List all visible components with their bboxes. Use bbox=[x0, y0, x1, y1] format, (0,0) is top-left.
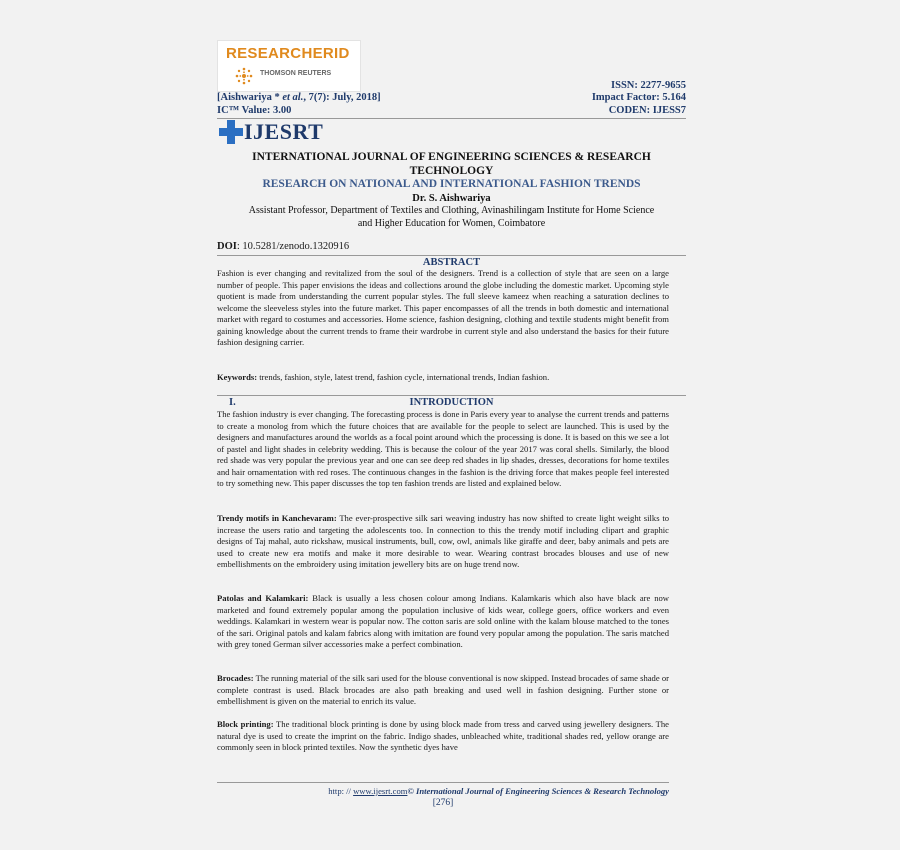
coden: CODEN: IJESS7 bbox=[608, 105, 686, 116]
page-footer: http: // www.ijesrt.com© International Journal of Engineering Sciences & Research Technology bbox=[328, 786, 669, 796]
abstract-heading: ABSTRACT bbox=[217, 255, 686, 268]
paper-title: RESEARCH ON NATIONAL AND INTERNATIONAL FASHION TRENDS bbox=[262, 178, 641, 190]
introduction-text: The fashion industry is ever changing. The forecasting process is done in Paris every year to analyse the current trends and patterns to create a monolog from which the future choices that are available for the people to select are launched. This is used by the designers and manufactures around the worlds as a focal point around which the processing is done. It is based on this we see a lot of pastel and light shades in celebrity wedding. This is because the colour of the year 2017 was coral shells. Similarly, the blood red shade was very popular the previous year and one can see deep red shades in lip shades, dresses, decorations for home textiles and hair ornamentation with red roses. The continuous changes in the fashion is the driving force that makes people feel interested to try something new. This paper discusses the top ten fashion trends are listed and explained below. bbox=[217, 409, 669, 489]
impact-factor: Impact Factor: 5.164 bbox=[591, 92, 686, 103]
journal-abbreviation: IJESRT bbox=[244, 119, 324, 144]
introduction-heading: I. INTRODUCTION bbox=[217, 395, 686, 408]
journal-name: INTERNATIONAL JOURNAL OF ENGINEERING SCIENCES & RESEARCH TECHNOLOGY bbox=[252, 151, 651, 177]
section-patolas-kalamkari: Patolas and Kalamkari: Black is usually a less chosen colour among Indians. Kalamkaris which also have black are now marketed and found extremely popular among the population inclusive of kids wear, college goers, office workers and even weddings. Kalamkari in western wear is popular now. The cotton saris are sold online with the kalam blouse matched to the tones of the sari. Original patols and kalam fabrics along with imitation are found very popular among the population. The saris matched with grey toned German silver accessories make a perfect combination. bbox=[217, 593, 669, 650]
page-number: [276] bbox=[432, 798, 454, 808]
keywords: Keywords: trends, fashion, style, latest trend, fashion cycle, international trends, Indian fashion. bbox=[217, 372, 550, 382]
researcherid-wordmark: RESEARCHERID bbox=[226, 45, 350, 62]
footer-divider bbox=[217, 782, 669, 783]
author-affiliation: Assistant Professor, Department of Textiles and Clothing, Avinashilingam Institute for Home Science and Higher Education for Women, Coimbatore bbox=[248, 205, 655, 229]
citation: [Aishwariya * et al., 7(7): July, 2018] bbox=[217, 92, 381, 103]
thomson-reuters-wordmark: THOMSON REUTERS bbox=[260, 70, 332, 77]
section-brocades: Brocades: The running material of the silk sari used for the blouse conventional is now skipped. Instead brocades of same shade or complete contrast is used. Black brocades are also path breaking and used well in fashion designing. Further stone or embellishment is given on the material to enrich its value. bbox=[217, 673, 669, 707]
paper-author: Dr. S. Aishwariya bbox=[412, 193, 491, 204]
abstract-text: Fashion is ever changing and revitalized from the soul of the designers. Trend is a collection of style that are seen on a large number of people. This paper envisions the ideas and collections around the globe including the domestic market. Upcoming style quotient is made from understanding the current popular styles. The full sleeve kameez when reaching a saturation declines to welcome the sleeveless styles into the future market. This paper encompasses of all the trends in both domestic and international market with regard to costumes and accessories. Home science, fashion designing, clothing and textile students might benefit from gaining knowledge about the current trends to frame their wardrobe in current style and also understand the basics for their future fashion designing carrier. bbox=[217, 268, 669, 348]
journal-logo bbox=[219, 118, 323, 146]
section-trendy-motifs: Trendy motifs in Kanchevaram: The ever-prospective silk sari weaving industry has now shifted to create light weight silks to increase the users ratio and targeting the adolescents too. In connection to this the trendy motif including clipart and graphic designs of Taj mahal, auto rickshaw, musical instruments, bull, cow, owl, animals like giraffe and deer, baby animals and pets are used to create new era motifs and make it more desirable to wear. Wearing contrast brocades blouses and use of new embellishments on the embroidery using imitation jewellery bits are on huge trend now. bbox=[217, 513, 670, 570]
researcherid-logo bbox=[217, 40, 361, 92]
section-block-printing: Block printing: The traditional block printing is done by using block made from tress and carved using jewellery designers. The natural dye is used to create the imprint on the fabric. Indigo shades, unbleached white, traditional shades red, yellow orange are commonly seen in block printed textiles. Now the synthetic dyes have bbox=[217, 719, 669, 753]
plus-icon bbox=[219, 120, 243, 144]
issn: ISSN: 2277-9655 bbox=[611, 80, 686, 91]
ic-value: IC™ Value: 3.00 bbox=[217, 105, 292, 116]
thomson-reuters-icon bbox=[234, 66, 254, 86]
journal-website-link[interactable]: www.ijesrt.com bbox=[353, 786, 408, 796]
doi: DOI: 10.5281/zenodo.1320916 bbox=[217, 241, 350, 252]
